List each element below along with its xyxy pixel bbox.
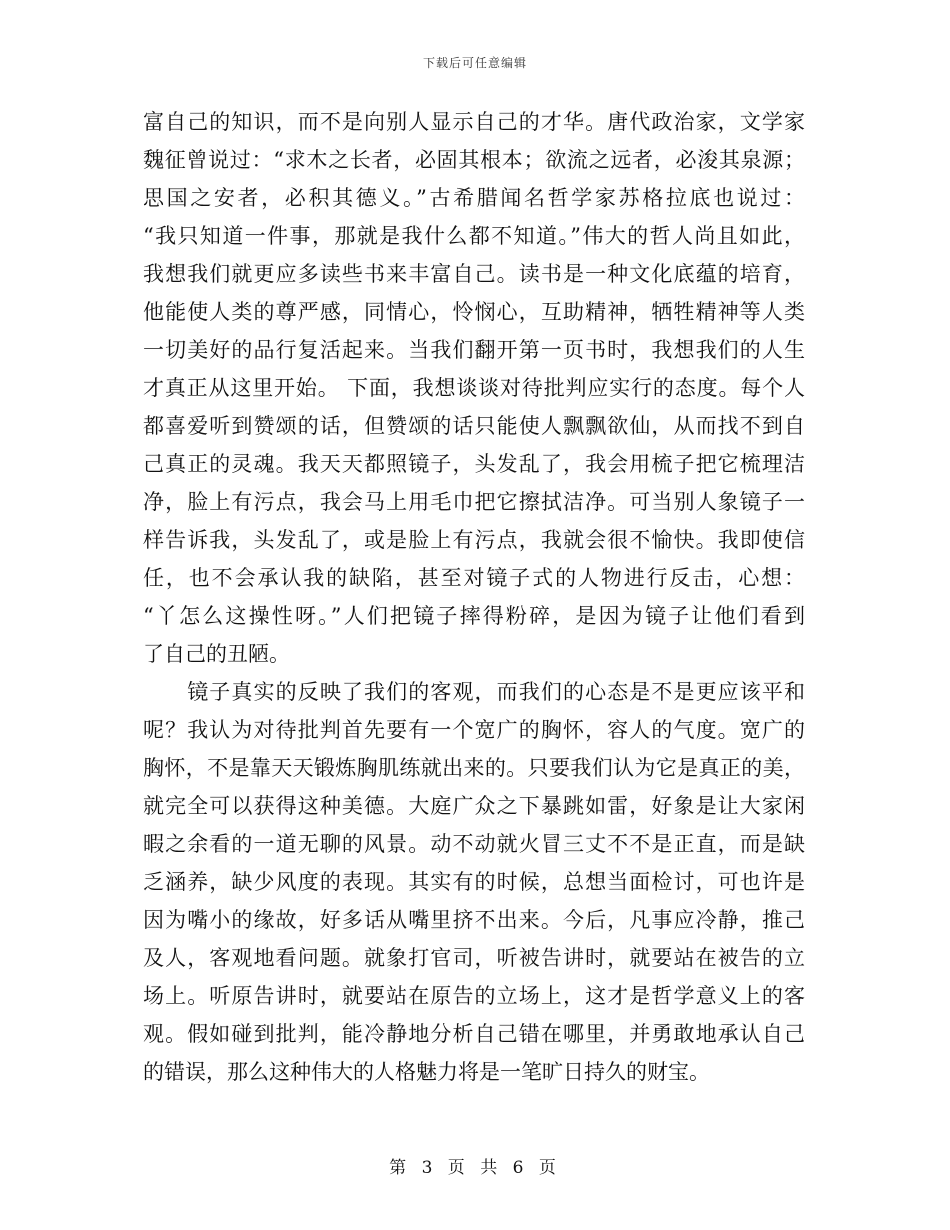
text-line: 镜子真实的反映了我们的客观，而我们的心态是不是更应该平和 [143,680,805,704]
text-line: 任，也不会承认我的缺陷，甚至对镜子式的人物进行反击，心想： [143,566,805,590]
text-line: 魏征曾说过：“求木之长者，必固其根本；欲流之远者，必浚其泉源； [143,148,805,172]
text-line: 呢？我认为对待批判首先要有一个宽广的胸怀，容人的气度。宽广的 [143,718,805,742]
text-line: 就完全可以获得这种美德。大庭广众之下暴跳如雷，好象是让大家闲 [143,794,805,818]
text-line: 我想我们就更应多读些书来丰富自己。读书是一种文化底蕴的培育， [143,262,805,286]
text-line: 才真正从这里开始。 下面，我想谈谈对待批判应实行的态度。每个人 [143,376,805,400]
text-line: 乏涵养，缺少风度的表现。其实有的时候，总想当面检讨，可也许是 [143,870,805,894]
text-line: 样告诉我，头发乱了，或是脸上有污点，我就会很不愉快。我即使信 [143,528,805,552]
text-line: 思国之安者，必积其德义。”古希腊闻名哲学家苏格拉底也说过： [143,186,805,210]
text-line: 及人，客观地看问题。就象打官司，听被告讲时，就要站在被告的立 [143,946,805,970]
text-line: 暇之余看的一道无聊的风景。动不动就火冒三丈不不是正直，而是缺 [143,832,805,856]
text-line: “丫怎么这操性呀。”人们把镜子摔得粉碎，是因为镜子让他们看到 [143,604,805,628]
text-line: 胸怀，不是靠天天锻炼胸肌练就出来的。只要我们认为它是真正的美， [143,756,805,780]
text-line: 的错误，那么这种伟大的人格魅力将是一笔旷日持久的财宝。 [143,1060,710,1084]
text-line: 了自己的丑陋。 [143,642,290,666]
page-header: 下载后可任意编辑 [422,56,527,70]
text-line: 观。假如碰到批判，能冷静地分析自己错在哪里，并勇敢地承认自己 [143,1022,805,1046]
text-line: 富自己的知识，而不是向别人显示自己的才华。唐代政治家，文学家 [143,110,805,134]
text-line: 一切美好的品行复活起来。当我们翻开第一页书时，我想我们的人生 [143,338,805,362]
text-line: 己真正的灵魂。我天天都照镜子，头发乱了，我会用梳子把它梳理洁 [143,452,805,476]
page-number: 第 3 页 共 6 页 [389,1158,561,1178]
text-line: 净，脸上有污点，我会马上用毛巾把它擦拭洁净。可当别人象镜子一 [143,490,805,514]
text-line: “我只知道一件事，那就是我什么都不知道。”伟大的哲人尚且如此， [143,224,805,248]
text-line: 都喜爱听到赞颂的话，但赞颂的话只能使人飘飘欲仙，从而找不到自 [143,414,805,438]
text-line: 他能使人类的尊严感，同情心，怜悯心，互助精神，牺牲精神等人类 [143,300,805,324]
document-body [143,103,805,1091]
text-line: 场上。听原告讲时，就要站在原告的立场上，这才是哲学意义上的客 [143,984,805,1008]
text-line: 因为嘴小的缘故，好多话从嘴里挤不出来。今后，凡事应冷静，推己 [143,908,805,932]
